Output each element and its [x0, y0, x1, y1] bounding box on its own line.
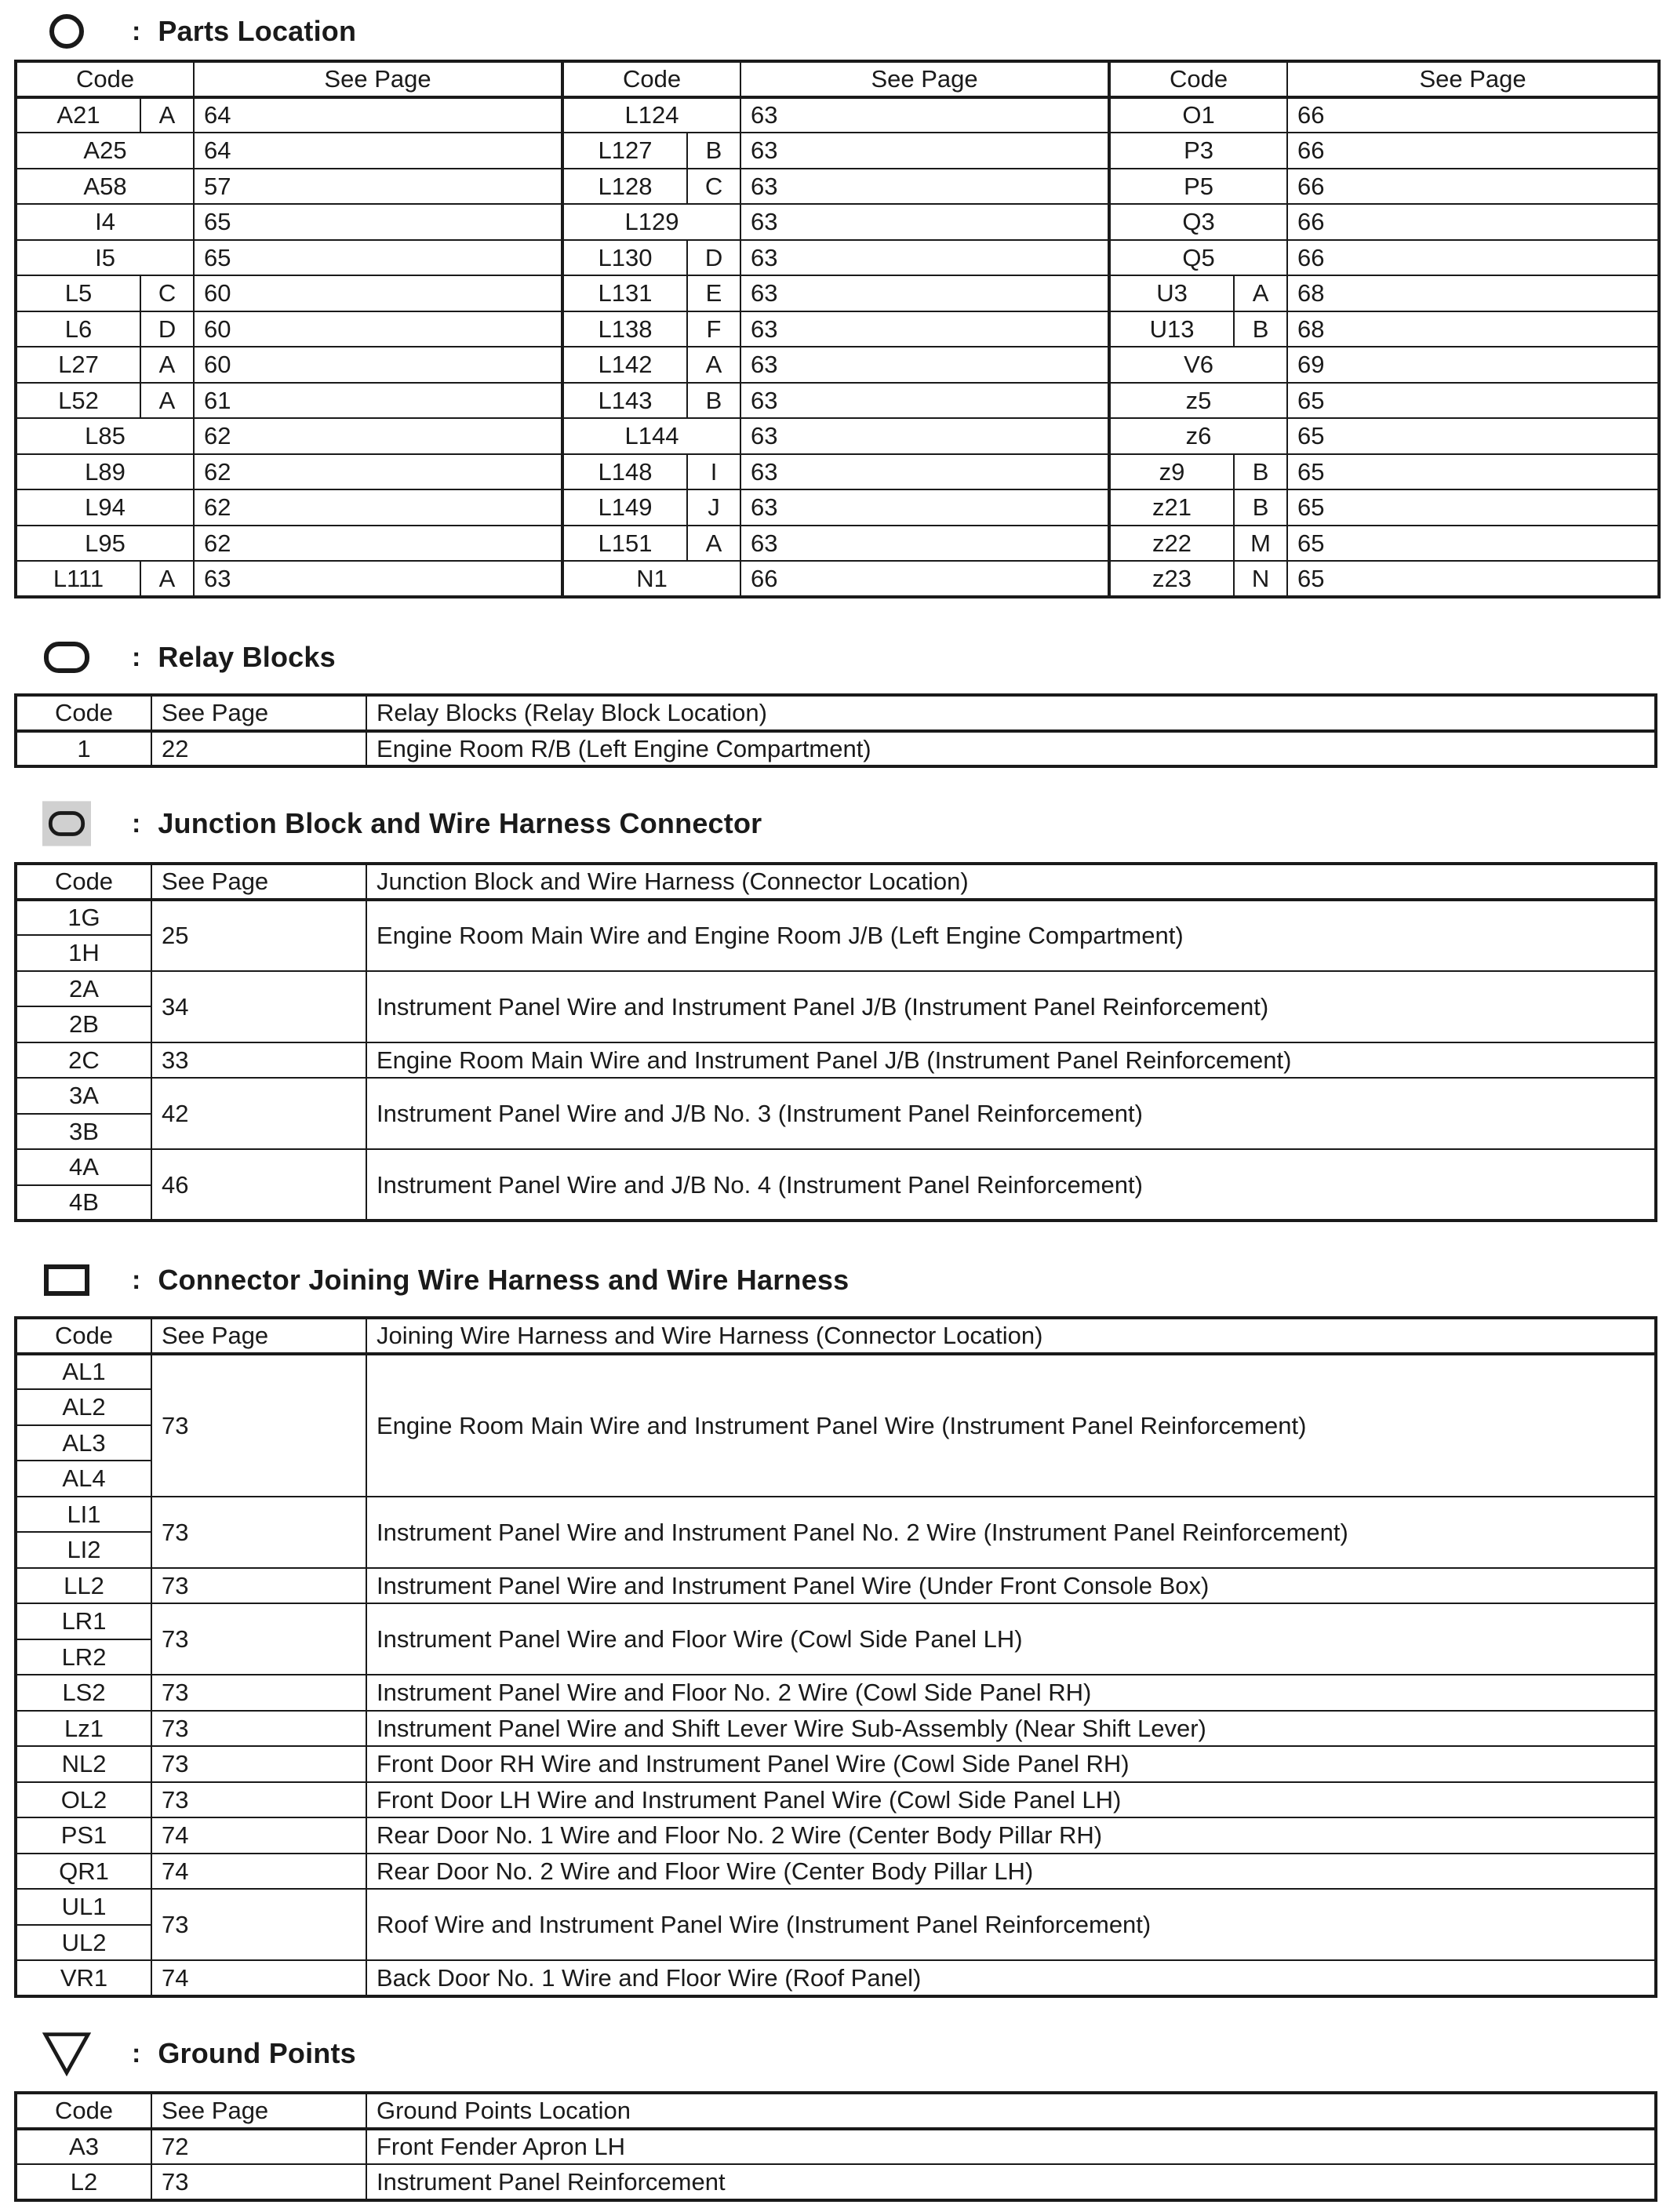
code-cell: 1: [16, 731, 151, 767]
code-cell: AL3: [16, 1425, 151, 1461]
part-code: O1: [1109, 97, 1287, 133]
part-sub-code: J: [687, 489, 740, 526]
part-see-page: 66: [1287, 204, 1659, 240]
rounded-rectangle-icon: [42, 638, 91, 677]
code-cell: LR2: [16, 1639, 151, 1675]
part-code: I5: [16, 240, 194, 276]
see-page-cell: 74: [151, 1817, 366, 1854]
table-row: [16, 1675, 1656, 1711]
part-code: z6: [1109, 418, 1287, 454]
column-header-location: Joining Wire Harness and Wire Harness (Connector Location): [366, 1318, 1656, 1354]
location-cell: Engine Room Main Wire and Engine Room J/B (Left Engine Compartment): [366, 900, 1656, 971]
part-sub-code: B: [687, 133, 740, 169]
code-cell: AL2: [16, 1389, 151, 1425]
table-header-row: [16, 864, 1656, 900]
part-sub-code: D: [687, 240, 740, 276]
see-page-cell: 73: [151, 1497, 366, 1568]
part-code: L95: [16, 526, 194, 562]
location-cell: Rear Door No. 1 Wire and Floor No. 2 Wire (Center Body Pillar RH): [366, 1817, 1656, 1854]
code-cell: 2A: [16, 971, 151, 1007]
part-see-page: 64: [194, 97, 562, 133]
see-page-cell: 73: [151, 1568, 366, 1604]
location-cell: Back Door No. 1 Wire and Floor Wire (Roof Panel): [366, 1960, 1656, 1996]
relay-colon: :: [132, 642, 141, 672]
part-see-page: 63: [740, 204, 1109, 240]
part-see-page: 64: [194, 133, 562, 169]
triangle-icon: [42, 2034, 91, 2073]
code-cell: Lz1: [16, 1711, 151, 1747]
part-sub-code: C: [687, 169, 740, 205]
part-see-page: 63: [740, 311, 1109, 347]
part-see-page: 66: [1287, 97, 1659, 133]
part-see-page: 65: [1287, 526, 1659, 562]
part-code: A58: [16, 169, 194, 205]
ground-points-table: [14, 2091, 1657, 2202]
see-page-cell: 73: [151, 1675, 366, 1711]
part-see-page: 62: [194, 489, 562, 526]
see-page-cell: 46: [151, 1149, 366, 1221]
part-code: L85: [16, 418, 194, 454]
part-code: L89: [16, 454, 194, 490]
part-see-page: 63: [740, 240, 1109, 276]
code-cell: LS2: [16, 1675, 151, 1711]
see-page-cell: 34: [151, 971, 366, 1042]
part-code: L138: [562, 311, 687, 347]
junction-colon: :: [132, 808, 141, 839]
part-sub-code: B: [1234, 454, 1287, 490]
location-cell: Front Door LH Wire and Instrument Panel Wire (Cowl Side Panel LH): [366, 1782, 1656, 1818]
code-cell: 4B: [16, 1185, 151, 1221]
part-sub-code: I: [687, 454, 740, 490]
code-cell: 3B: [16, 1114, 151, 1150]
relay-section-header: [42, 634, 336, 681]
part-code: Q3: [1109, 204, 1287, 240]
part-code: L124: [562, 97, 740, 133]
code-cell: AL4: [16, 1461, 151, 1497]
part-code: L129: [562, 204, 740, 240]
see-page-cell: 74: [151, 1960, 366, 1996]
part-code: A21: [16, 97, 140, 133]
code-cell: VR1: [16, 1960, 151, 1996]
location-cell: Engine Room Main Wire and Instrument Panel Wire (Instrument Panel Reinforcement): [366, 1354, 1656, 1497]
part-code: N1: [562, 561, 740, 597]
table-row: [16, 169, 1659, 205]
part-code: A25: [16, 133, 194, 169]
part-sub-code: C: [140, 275, 194, 311]
part-see-page: 66: [1287, 169, 1659, 205]
table-row: [16, 900, 1656, 936]
table-header-row: [16, 61, 1659, 97]
part-sub-code: N: [1234, 561, 1287, 597]
table-row: [16, 971, 1656, 1007]
location-cell: Engine Room R/B (Left Engine Compartment): [366, 731, 1656, 767]
part-see-page: 66: [1287, 240, 1659, 276]
parts-colon: :: [132, 16, 141, 46]
column-header-see-page: See Page: [151, 2093, 366, 2129]
table-row: [16, 1603, 1656, 1639]
code-cell: NL2: [16, 1746, 151, 1782]
table-row: [16, 383, 1659, 419]
part-sub-code: E: [687, 275, 740, 311]
code-cell: PS1: [16, 1817, 151, 1854]
see-page-cell: 73: [151, 1889, 366, 1960]
part-sub-code: B: [1234, 489, 1287, 526]
part-see-page: 63: [740, 275, 1109, 311]
code-cell: QR1: [16, 1854, 151, 1890]
location-cell: Instrument Panel Wire and Instrument Panel Wire (Under Front Console Box): [366, 1568, 1656, 1604]
table-row: [16, 418, 1659, 454]
part-see-page: 62: [194, 418, 562, 454]
part-see-page: 63: [740, 418, 1109, 454]
part-code: z5: [1109, 383, 1287, 419]
table-row: [16, 1042, 1656, 1079]
part-see-page: 63: [740, 133, 1109, 169]
part-code: P5: [1109, 169, 1287, 205]
part-see-page: 63: [740, 169, 1109, 205]
table-row: [16, 97, 1659, 133]
location-cell: Instrument Panel Wire and Instrument Panel J/B (Instrument Panel Reinforcement): [366, 971, 1656, 1042]
part-code: L128: [562, 169, 687, 205]
code-cell: L2: [16, 2164, 151, 2200]
part-sub-code: A: [140, 347, 194, 383]
part-sub-code: A: [1234, 275, 1287, 311]
column-header-see-page: See Page: [740, 61, 1109, 97]
part-sub-code: A: [687, 526, 740, 562]
see-page-cell: 73: [151, 1711, 366, 1747]
code-cell: AL1: [16, 1354, 151, 1390]
part-sub-code: A: [140, 97, 194, 133]
part-code: U3: [1109, 275, 1234, 311]
part-code: U13: [1109, 311, 1234, 347]
part-see-page: 60: [194, 311, 562, 347]
part-sub-code: D: [140, 311, 194, 347]
part-see-page: 63: [740, 347, 1109, 383]
parts-section-header: [42, 8, 356, 55]
location-cell: Instrument Panel Wire and Floor No. 2 Wire (Cowl Side Panel RH): [366, 1675, 1656, 1711]
part-code: L6: [16, 311, 140, 347]
code-cell: 2B: [16, 1006, 151, 1042]
table-row: [16, 1711, 1656, 1747]
location-cell: Engine Room Main Wire and Instrument Panel J/B (Instrument Panel Reinforcement): [366, 1042, 1656, 1079]
location-cell: Instrument Panel Wire and J/B No. 3 (Instrument Panel Reinforcement): [366, 1078, 1656, 1149]
part-see-page: 62: [194, 454, 562, 490]
see-page-cell: 33: [151, 1042, 366, 1079]
column-header-see-page: See Page: [151, 1318, 366, 1354]
part-sub-code: A: [140, 383, 194, 419]
table-row: [16, 133, 1659, 169]
part-see-page: 65: [1287, 454, 1659, 490]
part-code: z9: [1109, 454, 1234, 490]
code-cell: 4A: [16, 1149, 151, 1185]
part-code: L144: [562, 418, 740, 454]
table-row: [16, 204, 1659, 240]
see-page-cell: 74: [151, 1854, 366, 1890]
part-code: L127: [562, 133, 687, 169]
column-header-code: Code: [16, 2093, 151, 2129]
part-see-page: 68: [1287, 275, 1659, 311]
part-sub-code: B: [1234, 311, 1287, 347]
code-cell: UL1: [16, 1889, 151, 1925]
location-cell: Instrument Panel Wire and Shift Lever Wire Sub-Assembly (Near Shift Lever): [366, 1711, 1656, 1747]
table-header-row: [16, 1318, 1656, 1354]
column-header-see-page: See Page: [151, 695, 366, 731]
part-code: P3: [1109, 133, 1287, 169]
code-cell: 1H: [16, 935, 151, 971]
see-page-cell: 73: [151, 1746, 366, 1782]
part-code: I4: [16, 204, 194, 240]
code-cell: 3A: [16, 1078, 151, 1114]
table-row: [16, 1568, 1656, 1604]
part-see-page: 63: [740, 526, 1109, 562]
part-code: V6: [1109, 347, 1287, 383]
ground-title: Ground Points: [158, 2037, 356, 2069]
table-row: [16, 489, 1659, 526]
part-code: L130: [562, 240, 687, 276]
connector-title: Connector Joining Wire Harness and Wire Harness: [158, 1264, 850, 1296]
table-row: [16, 1854, 1656, 1890]
part-see-page: 57: [194, 169, 562, 205]
parts-title: Parts Location: [158, 15, 357, 47]
table-row: [16, 1149, 1656, 1185]
ground-section-header: [42, 2030, 356, 2077]
part-code: L148: [562, 454, 687, 490]
table-row: [16, 275, 1659, 311]
see-page-cell: 72: [151, 2129, 366, 2165]
rectangle-icon: [42, 1261, 91, 1300]
column-header-code: Code: [16, 864, 151, 900]
parts-location-table: [14, 60, 1661, 598]
code-cell: LI2: [16, 1532, 151, 1568]
see-page-cell: 42: [151, 1078, 366, 1149]
location-cell: Instrument Panel Wire and J/B No. 4 (Instrument Panel Reinforcement): [366, 1149, 1656, 1221]
location-cell: Front Door RH Wire and Instrument Panel Wire (Cowl Side Panel RH): [366, 1746, 1656, 1782]
part-code: L94: [16, 489, 194, 526]
relay-blocks-table: [14, 693, 1657, 768]
table-row: [16, 311, 1659, 347]
table-row: [16, 731, 1656, 767]
see-page-cell: 25: [151, 900, 366, 971]
table-header-row: [16, 2093, 1656, 2129]
part-see-page: 65: [194, 204, 562, 240]
column-header-see-page: See Page: [151, 864, 366, 900]
table-row: [16, 1889, 1656, 1925]
part-code: L52: [16, 383, 140, 419]
part-see-page: 63: [194, 561, 562, 597]
code-cell: A3: [16, 2129, 151, 2165]
see-page-cell: 73: [151, 1782, 366, 1818]
part-see-page: 63: [740, 489, 1109, 526]
part-see-page: 65: [1287, 383, 1659, 419]
table-row: [16, 1078, 1656, 1114]
junction-title: Junction Block and Wire Harness Connector: [158, 807, 762, 839]
see-page-cell: 73: [151, 2164, 366, 2200]
part-see-page: 69: [1287, 347, 1659, 383]
see-page-cell: 73: [151, 1603, 366, 1675]
code-cell: LI1: [16, 1497, 151, 1533]
column-header-code: Code: [16, 61, 194, 97]
location-cell: Instrument Panel Wire and Floor Wire (Cowl Side Panel LH): [366, 1603, 1656, 1675]
code-cell: 2C: [16, 1042, 151, 1079]
table-row: [16, 561, 1659, 597]
part-code: L131: [562, 275, 687, 311]
table-row: [16, 1746, 1656, 1782]
part-see-page: 65: [1287, 418, 1659, 454]
location-cell: Rear Door No. 2 Wire and Floor Wire (Center Body Pillar LH): [366, 1854, 1656, 1890]
code-cell: UL2: [16, 1925, 151, 1961]
part-see-page: 60: [194, 347, 562, 383]
ground-colon: :: [132, 2038, 141, 2068]
part-sub-code: M: [1234, 526, 1287, 562]
part-see-page: 65: [1287, 561, 1659, 597]
location-cell: Roof Wire and Instrument Panel Wire (Instrument Panel Reinforcement): [366, 1889, 1656, 1960]
part-code: Q5: [1109, 240, 1287, 276]
connector-joining-table: [14, 1316, 1657, 1998]
see-page-cell: 73: [151, 1354, 366, 1497]
location-cell: Instrument Panel Wire and Instrument Panel No. 2 Wire (Instrument Panel Reinforcement): [366, 1497, 1656, 1568]
part-see-page: 63: [740, 97, 1109, 133]
column-header-code: Code: [16, 1318, 151, 1354]
location-cell: Front Fender Apron LH: [366, 2129, 1656, 2165]
part-see-page: 60: [194, 275, 562, 311]
part-code: L143: [562, 383, 687, 419]
table-header-row: [16, 695, 1656, 731]
part-sub-code: A: [140, 561, 194, 597]
part-see-page: 68: [1287, 311, 1659, 347]
table-row: [16, 240, 1659, 276]
part-see-page: 63: [740, 383, 1109, 419]
table-row: [16, 347, 1659, 383]
column-header-code: Code: [16, 695, 151, 731]
location-cell: Instrument Panel Reinforcement: [366, 2164, 1656, 2200]
column-header-location: Ground Points Location: [366, 2093, 1656, 2129]
part-code: L27: [16, 347, 140, 383]
part-code: L5: [16, 275, 140, 311]
connector-section-header: [42, 1257, 849, 1304]
part-sub-code: B: [687, 383, 740, 419]
part-code: L151: [562, 526, 687, 562]
part-code: L149: [562, 489, 687, 526]
relay-title: Relay Blocks: [158, 641, 336, 673]
code-cell: 1G: [16, 900, 151, 936]
shaded-rounded-rectangle-icon: [42, 804, 91, 843]
table-row: [16, 1817, 1656, 1854]
table-row: [16, 2129, 1656, 2165]
table-row: [16, 1782, 1656, 1818]
table-row: [16, 1354, 1656, 1390]
connector-colon: :: [132, 1264, 141, 1295]
part-code: z23: [1109, 561, 1234, 597]
part-code: L111: [16, 561, 140, 597]
part-code: z21: [1109, 489, 1234, 526]
part-sub-code: A: [687, 347, 740, 383]
part-code: z22: [1109, 526, 1234, 562]
part-code: L142: [562, 347, 687, 383]
part-see-page: 66: [1287, 133, 1659, 169]
table-row: [16, 2164, 1656, 2200]
table-row: [16, 526, 1659, 562]
code-cell: LR1: [16, 1603, 151, 1639]
code-cell: OL2: [16, 1782, 151, 1818]
table-row: [16, 1497, 1656, 1533]
part-sub-code: F: [687, 311, 740, 347]
see-page-cell: 22: [151, 731, 366, 767]
junction-section-header: [42, 800, 762, 847]
column-header-see-page: See Page: [1287, 61, 1659, 97]
part-see-page: 65: [1287, 489, 1659, 526]
table-row: [16, 454, 1659, 490]
table-row: [16, 1960, 1656, 1996]
circle-icon: [42, 12, 91, 51]
part-see-page: 63: [740, 454, 1109, 490]
column-header-code: Code: [562, 61, 740, 97]
column-header-location: Relay Blocks (Relay Block Location): [366, 695, 1656, 731]
junction-block-table: [14, 862, 1657, 1222]
part-see-page: 66: [740, 561, 1109, 597]
column-header-see-page: See Page: [194, 61, 562, 97]
part-see-page: 65: [194, 240, 562, 276]
column-header-code: Code: [1109, 61, 1287, 97]
column-header-location: Junction Block and Wire Harness (Connector Location): [366, 864, 1656, 900]
part-see-page: 62: [194, 526, 562, 562]
code-cell: LL2: [16, 1568, 151, 1604]
part-see-page: 61: [194, 383, 562, 419]
